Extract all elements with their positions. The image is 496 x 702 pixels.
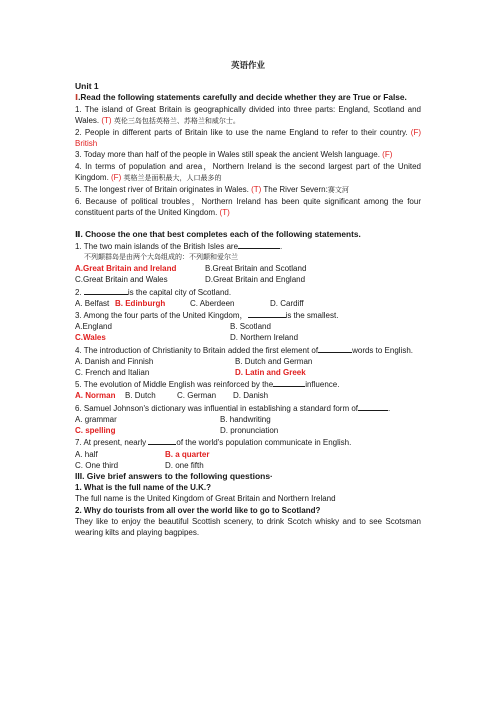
s3-answer-2: They like to enjoy the beautiful Scottish scenery, to drink Scotch whisky and to see Scotsman wearing kilts and playing bagpipes. — [75, 516, 421, 537]
s2-q5-stem: 5. The evolution of Middle English was reinforced by the influence. — [75, 380, 340, 390]
s2-q6-options-cd: C. spelling D. pronunciation — [75, 426, 279, 436]
s1-item-5: 5. The longest river of Britain originates in Wales. (T) The River Severn:赛文河 — [75, 185, 349, 195]
section2-heading: Ⅱ. Choose the one that best completes each of the following statements. — [75, 228, 361, 239]
answer-blank — [358, 402, 388, 411]
s2-q4-options-cd: C. French and Italian D. Latin and Greek — [75, 368, 306, 378]
s2-q7-options-cd: C. One third D. one fifth — [75, 460, 204, 470]
document-page — [75, 60, 421, 538]
s2-q1-options-ab: A.Great Britain and Ireland B.Great Britain and Scotland — [75, 264, 307, 274]
s2-q6-stem: 6. Samuel Johnson's dictionary was influential in establishing a standard form of . — [75, 403, 391, 413]
answer-blank — [248, 309, 286, 318]
s2-q1-note: 不列颠群岛是由两个大岛组成的：不列颠和爱尔兰 — [84, 253, 238, 262]
s2-q7-stem: 7. At present, nearly of the world's population communicate in English. — [75, 438, 352, 448]
answer-blank — [84, 286, 128, 295]
s2-q3-options-cd: C.Wales D. Northern Ireland — [75, 333, 299, 343]
s2-q3-stem: 3. Among the four parts of the United Kingdom， is the smallest. — [75, 311, 339, 321]
s2-q2-options: A. Belfast B. Edinburgh C. Aberdeen D. Cardiff — [75, 298, 304, 308]
s2-q5-options: A. Norman B. Dutch C. German D. Danish — [75, 391, 269, 401]
s1-item-6: 6. Because of political troubles，Northern Ireland has been quite significant among the four constituent parts of the United Kingdom. (T) — [75, 197, 421, 218]
section1-numeral: Ⅰ — [75, 92, 79, 103]
s2-q1-options-cd: C.Great Britain and Wales D.Great Britain and England — [75, 275, 306, 285]
s3-answer-1: The full name is the United Kingdom of Great Britain and Northern Ireland — [75, 494, 336, 504]
s1-item-4: 4. In terms of population and area，Northern Ireland is the second largest part of the United Kingdom. (F) 英格兰是面积最大，人口最多的 — [75, 161, 421, 182]
s2-q4-stem: 4. The introduction of Christianity to Britain added the first element of words to English. — [75, 345, 414, 355]
s2-q4-options-ab: A. Danish and Finnish B. Dutch and German — [75, 356, 313, 366]
section1-heading: Ⅰ.Read the following statements carefully and decide whether they are True or False. — [75, 92, 407, 103]
s2-q7-options-ab: A. half B. a quarter — [75, 449, 210, 459]
section3-heading: III. Give brief answers to the following questions· — [75, 470, 273, 481]
s3-question-1: 1. What is the full name of the U.K.? — [75, 483, 212, 493]
s2-q2-stem: 2. is the capital city of Scotland. — [75, 287, 232, 297]
unit-heading: Unit 1 — [75, 81, 99, 92]
s3-question-2: 2. Why do tourists from all over the world like to go to Scotland? — [75, 505, 321, 515]
s2-q6-options-ab: A. grammar B. handwriting — [75, 414, 271, 424]
answer-blank — [238, 240, 280, 249]
s1-item-2: 2. People in different parts of Britain like to use the name England to refer to their country. (F) British — [75, 128, 421, 149]
s2-q3-options-ab: A.England B. Scotland — [75, 322, 271, 332]
answer-blank — [318, 344, 352, 353]
answer-blank — [273, 378, 305, 387]
s2-q1-stem: 1. The two main islands of the British Isles are . — [75, 241, 283, 251]
s1-item-3: 3. Today more than half of the people in Wales still speak the ancient Welsh language. (F) — [75, 150, 393, 160]
answer-blank — [148, 436, 176, 445]
s1-item-1: 1. The island of Great Britain is geographically divided into three parts: England, Scotland and Wales. (T) 英伦三岛包括英格兰、苏格兰和威尔士。 — [75, 104, 421, 125]
page-title: 英语作业 — [230, 60, 265, 70]
